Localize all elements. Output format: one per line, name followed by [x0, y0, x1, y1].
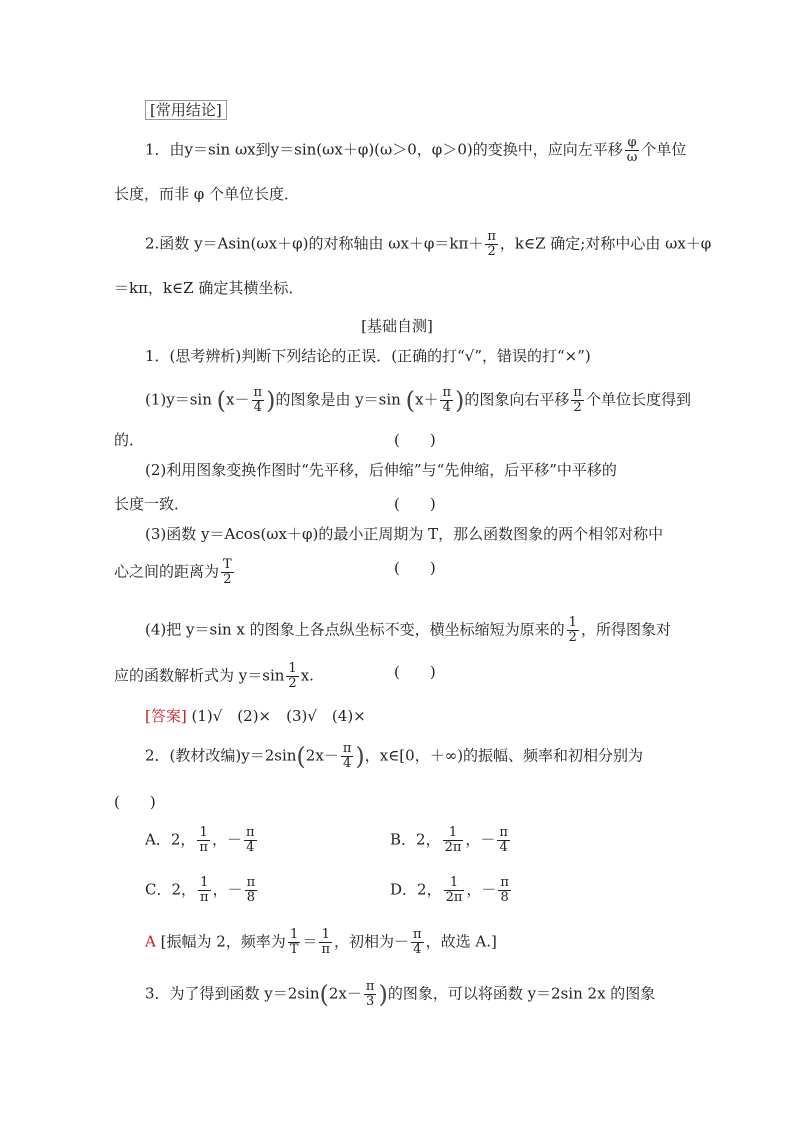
question-2-line-2: ( ) — [114, 793, 156, 811]
question-2: 2．(教材改编)y＝2sin(2x－ $\frac{\pi}{4}$ )，x∈[0，＋∞)的振幅、频率和初相分别为 — [145, 741, 644, 771]
paragraph-1: 1．由y＝sin ωx到y＝sin(ωx＋φ)(ω＞0，φ＞0)的变换中，应向左平移 $\frac{\varphi}{\omega}$ 个单位 — [145, 135, 687, 165]
option-c[interactable]: C．2， $\frac{1}{\pi}$ ，－ $\frac{\pi}{8}$ — [145, 875, 256, 905]
question-1-item-1: (1)y＝sin (x－ $\frac{\pi}{4}$ )的图象是由 y＝sin (x＋ $\frac{\pi}{4}$ )的图象向右平移 $\frac{\pi}{2}$ 个单位长度得到 — [145, 385, 691, 415]
paragraph-2-line-2: ＝kπ，k∈Z 确定其横坐标． — [114, 279, 304, 297]
fraction: $\frac{\pi}{2}$ — [487, 229, 496, 259]
heading-basic-self-test: [基础自测] — [361, 317, 433, 335]
fraction: $\frac{\varphi}{\omega}$ — [626, 135, 638, 165]
question-3: 3．为了得到函数 y＝2sin(2x－ $\frac{\pi}{3}$ )的图象，可以将函数 y＝2sin 2x 的图象 — [145, 979, 656, 1009]
answer-line: [答案] (1)√ (2)× (3)√ (4)× — [145, 707, 366, 725]
heading-common-conclusions: [常用结论] — [145, 100, 227, 120]
solution-2: A [振幅为 2，频率为 $\frac{1}{T}$ ＝ $\frac{1}{\pi}$ ，初相为－ $\frac{\pi}{4}$ ，故选 A.] — [145, 927, 497, 957]
question-1-item-4-line-2: 应的函数解析式为 y＝sin $\frac{1}{2}$ x. ( ) — [114, 661, 436, 691]
option-d[interactable]: D．2， $\frac{1}{2\pi}$ ，－ $\frac{\pi}{8}$ — [390, 875, 509, 905]
paragraph-1-line-2: 长度，而非 φ 个单位长度． — [114, 185, 300, 203]
question-1-item-4: (4)把 y＝sin x 的图象上各点纵坐标不变，横坐标缩短为原来的 $\frac{1}{2}$ ，所得图象对 — [145, 615, 671, 645]
answer-label: [答案] — [145, 707, 187, 725]
question-1-title: 1．(思考辨析)判断下列结论的正误．(正确的打“√”，错误的打“×”) — [145, 347, 591, 365]
option-b[interactable]: B．2， $\frac{1}{2\pi}$ ，－ $\frac{\pi}{4}$ — [390, 825, 508, 855]
question-1-item-2-line-2: 长度一致． ( ) — [114, 495, 436, 513]
solution-letter: A — [145, 932, 156, 951]
paragraph-2: 2.函数 y＝Asin(ωx＋φ)的对称轴由 ωx＋φ＝kπ＋ $\frac{\pi}{2}$ ，k∈Z 确定;对称中心由 ωx＋φ — [145, 229, 712, 259]
question-1-item-2: (2)利用图象变换作图时“先平移，后伸缩”与“先伸缩，后平移”中平移的 — [145, 461, 617, 479]
question-1-item-1-line-2: 的． ( ) — [114, 431, 436, 449]
question-1-item-3-line-2: 心之间的距离为 $\frac{T}{2}$ ( ) — [114, 557, 436, 587]
option-a[interactable]: A．2， $\frac{1}{\pi}$ ，－ $\frac{\pi}{4}$ — [145, 825, 255, 855]
question-1-item-3: (3)函数 y＝Acos(ωx＋φ)的最小正周期为 T，那么函数图象的两个相邻对称中 — [145, 525, 664, 543]
